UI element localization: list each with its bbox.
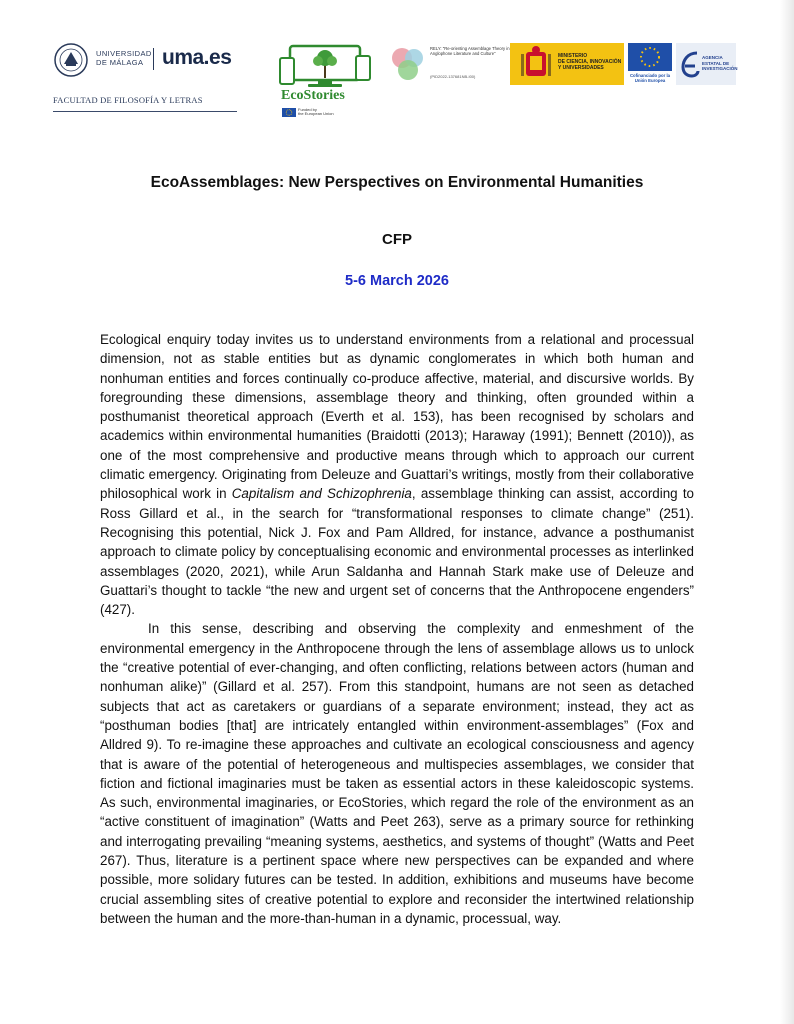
uma-brand: uma.es (162, 46, 232, 69)
faculty-underline (53, 111, 237, 112)
eu-funded-text (298, 108, 334, 116)
document-subtitle: CFP (382, 231, 412, 248)
rely-project-text: RELY: "Re-orienting Assemblage Theory in Anglophone Literature and Culture" (430, 46, 510, 56)
body-text (100, 330, 694, 928)
ministerio-line1: MINISTERIO (558, 53, 588, 59)
paragraph-1-part-b: , assemblage thinking can assist, according to Ross Gillard et al., in the search for “transformational responses to climate change” (251). Recognising this potential, Nick J. Fox and Pam Alldred, for instance, advance a posthumanist approach to climate policy by conceptualising economic and environmental processes as interlinked assemblages (2020, 2021), while Arun Saldanha and Hannah Stark make use of Deleuze and Guattari’s thought to tackle “the new and urgent set of concerns that the Anthropocene engenders” (427). (100, 486, 694, 618)
ministerio-line3: Y UNIVERSIDADES (558, 65, 604, 71)
ecostories-logo (278, 44, 372, 120)
document-title: EcoAssemblages: New Perspectives on Environmental Humanities (150, 174, 644, 191)
rely-project-code: (PID2022-137681NB-I00) (430, 74, 476, 79)
eu-funded-line2: the European Union (298, 111, 334, 116)
aei-logo (676, 43, 736, 85)
ministerio-text (558, 53, 622, 71)
book-title: Capitalism and Schizophrenia (231, 486, 412, 502)
paragraph-1 (100, 330, 694, 619)
uma-divider (153, 48, 154, 70)
ministerio-logo (510, 43, 624, 85)
rely-logo (388, 44, 510, 84)
uma-seal-icon (53, 42, 89, 78)
eu-cofunded-text: Cofinanciado por la Unión Europea (629, 73, 671, 83)
uma-univ-line2: DE MÁLAGA (96, 58, 144, 67)
paragraph-1-part-a: Ecological enquiry today invites us to understand environments from a relational and processual dimension, not as stable entities but as dynamic conglomerates in which both human and nonhuman entities and forces continually co-produce affective, material, and discursive worlds. By foregrounding these dimensions, assemblage theory and thinking, often grounded within a posthumanist theoretical approach (Everth et al. 153), has been recognised by scholars and academics within environmental humanities (Braidotti (2013); Haraway (1991); Bennett (2010)), as one of the most comprehensive and productive means through which to approach our current climatic emergency. Originating from Deleuze and Guattari’s writings, mostly from their collaborative philosophical work in (100, 332, 694, 502)
page-edge-shadow (780, 0, 794, 1024)
faculty-name: FACULTAD DE FILOSOFÍA Y LETRAS (53, 95, 203, 105)
aei-text: AGENCIA ESTATAL DE INVESTIGACIÓN (702, 55, 738, 71)
event-date: 5-6 March 2026 (345, 273, 449, 289)
uma-univ-line1: UNIVERSIDAD (96, 49, 152, 58)
rely-circles-icon (388, 44, 428, 84)
ministerio-line2: DE CIENCIA, INNOVACIÓN (558, 59, 622, 65)
eu-flag-icon (282, 108, 296, 117)
uma-logo (50, 40, 240, 114)
aei-emblem-icon (679, 49, 703, 79)
eu-cofunded-logo (628, 43, 672, 85)
devices-tree-icon (278, 44, 372, 88)
ecostories-title: EcoStories (281, 88, 345, 103)
paragraph-2: In this sense, describing and observing the complexity and enmeshment of the environmental emergency in the Anthropocene through the lens of assemblage allows us to unlock the “creative potential of ever-changing, and often conflicting, relations between actors (human and nonhuman alike)” (Gillard et al. 257). From this standpoint, humans are not seen as detached subjects that act as caretakers or guardians of a separate environment; instead, they act as “posthuman bodies [that] are intricately entangled within environment-assemblages” (Fox and Alldred 9). To re-imagine these approaches and cultivate an ecological consciousness and agency that is aware of the potential of heterogeneous and multispecies assemblages, we consider that fiction and fictional imaginaries must be taken as essential actors in these kaleidoscopic systems. As such, environmental imaginaries, or EcoStories, which regard the role of the environment as an “active constituent of imagination” (Watts and Peet 263), serve as a primary source for rethinking and interrogating prevailing “meaning systems, aesthetics, and systems of thought” (Watts and Peet 267). Thus, literature is a pertinent space where new perspectives can be expanded and where possible, more solidary futures can be tested. In addition, exhibitions and museums have become crucial assembling sites of creative potential to explore and reconsider the intertwined relationship between the human and the more-than-human in a dynamic, processual, way. (100, 621, 694, 926)
eu-flag-icon (628, 43, 672, 71)
eu-funded-line1: Funded by (298, 107, 317, 112)
uma-university-name (96, 49, 152, 67)
spanish-crest-icon (516, 44, 556, 84)
